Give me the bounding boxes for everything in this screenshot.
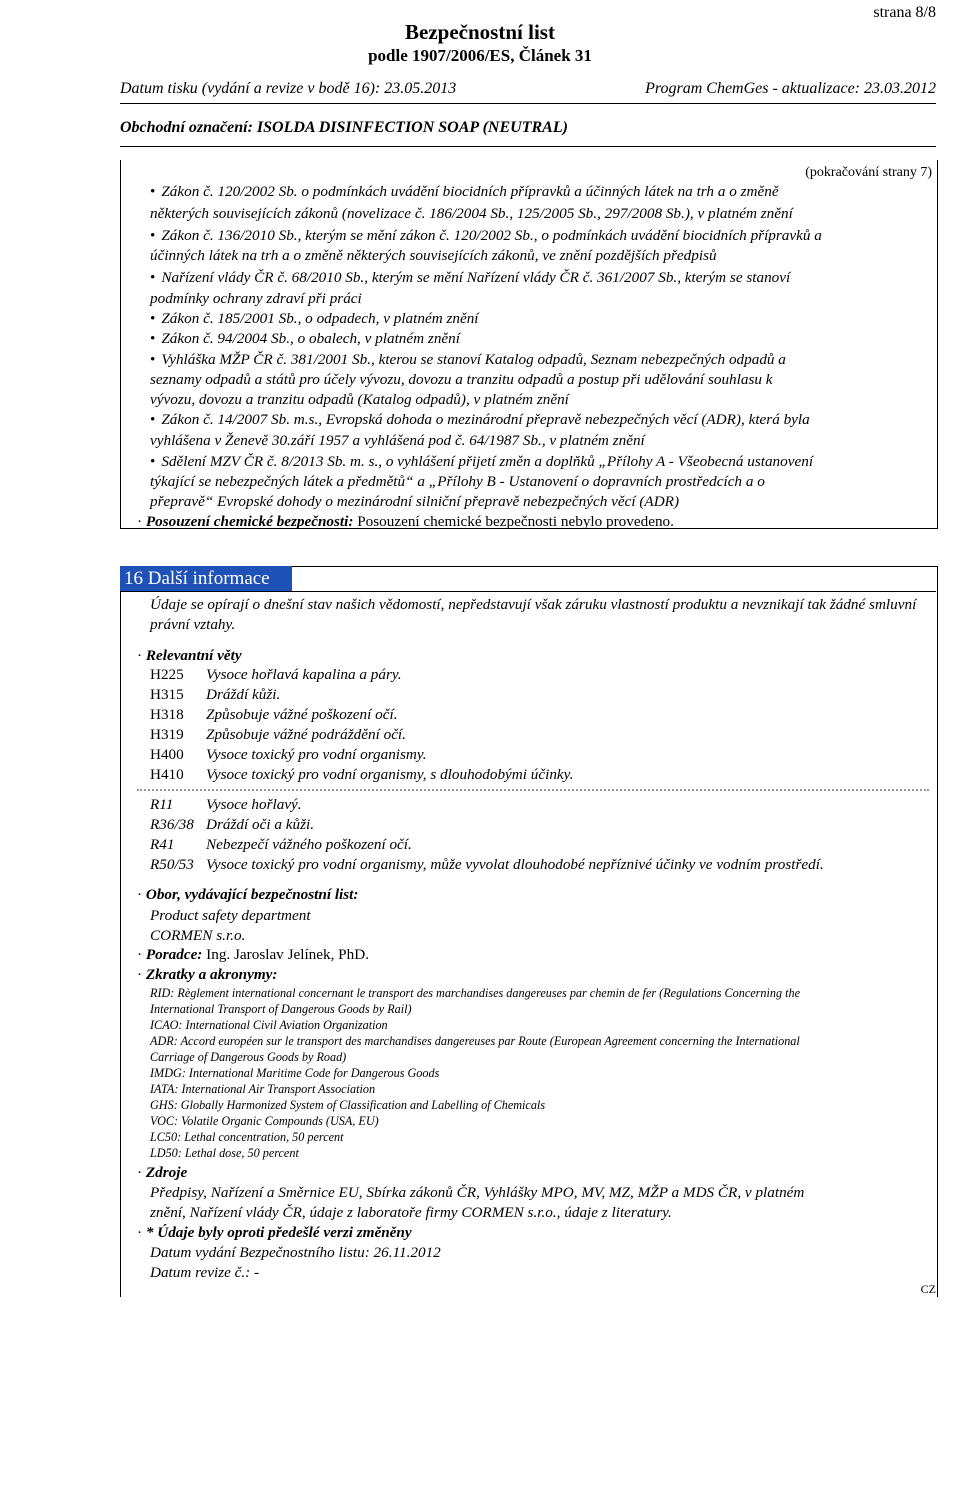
relevant-phrases-label: · Relevantní věty bbox=[137, 647, 242, 664]
r-phrase-text: Nebezpečí vážného poškození očí. bbox=[206, 836, 412, 853]
r-phrase-text: Vysoce toxický pro vodní organismy, může vyvolat dlouhodobé nepříznivé účinky ve vodním prostředí. bbox=[206, 856, 824, 873]
chemical-safety-assessment: · Posouzení chemické bezpečnosti: Posouzení chemické bezpečnosti nebylo provedeno. bbox=[137, 513, 674, 530]
advisor-label: Poradce: bbox=[145, 946, 203, 963]
h-phrase-text: Vysoce toxický pro vodní organismy, s dlouhodobými účinky. bbox=[206, 766, 574, 783]
assessment-label: Posouzení chemické bezpečnosti: bbox=[145, 513, 354, 530]
legislation-item: • Vyhláška MŽP ČR č. 381/2001 Sb., kterou se stanoví Katalog odpadů, Seznam nebezpečných odpadů a bbox=[150, 350, 786, 370]
h-phrase-row bbox=[150, 765, 573, 785]
abbrev-ghs: GHS: Globally Harmonized System of Classification and Labelling of Chemicals bbox=[150, 1098, 546, 1112]
issue-date: Datum vydání Bezpečnostního listu: 26.11.2012 bbox=[150, 1244, 441, 1261]
department-label: · Obor, vydávající bezpečnostní list: bbox=[137, 886, 359, 903]
abbrev-rid-cont: International Transport of Dangerous Goods by Rail) bbox=[150, 1002, 412, 1016]
h-phrase-text: Dráždí kůži. bbox=[206, 686, 281, 703]
legislation-item: • Zákon č. 136/2010 Sb., kterým se mění zákon č. 120/2002 Sb., o podmínkách uvádění biocidních přípravků a bbox=[150, 226, 822, 246]
r-phrase-code: R50/53 bbox=[150, 856, 194, 873]
company-name: CORMEN s.r.o. bbox=[150, 927, 246, 944]
r-phrase-text: Dráždí oči a kůži. bbox=[206, 816, 314, 833]
r-phrase-code: R41 bbox=[150, 836, 175, 853]
abbrev-voc: VOC: Volatile Organic Compounds (USA, EU) bbox=[150, 1114, 379, 1128]
document-title: Bezpečnostní list bbox=[405, 20, 555, 44]
print-date: Datum tisku (vydání a revize v bodě 16): 23.05.2013 bbox=[120, 80, 457, 97]
sources-text-cont: znění, Nařízení vlády ČR, údaje z laboratoře firmy CORMEN s.r.o., údaje z literatury. bbox=[150, 1204, 672, 1221]
h-phrase-text: Způsobuje vážné podráždění očí. bbox=[206, 726, 406, 743]
department-line: Product safety department bbox=[150, 907, 311, 924]
h-phrase-text: Vysoce toxický pro vodní organismy. bbox=[206, 746, 427, 763]
abbrev-adr: ADR: Accord européen sur le transport des marchandises dangereuses par Route (European Agreement concerning the International bbox=[150, 1034, 800, 1048]
h-phrase-code: H315 bbox=[150, 686, 184, 703]
abbrev-iata: IATA: International Air Transport Association bbox=[150, 1082, 376, 1096]
h-phrase-row bbox=[150, 745, 427, 765]
r-phrase-row bbox=[150, 815, 314, 835]
assessment-text: Posouzení chemické bezpečnosti nebylo provedeno. bbox=[353, 513, 674, 530]
legislation-item-cont: vývozu, dovozu a tranzitu odpadů (Katalog odpadů), v platném znění bbox=[150, 391, 569, 408]
document-subtitle: podle 1907/2006/ES, Článek 31 bbox=[368, 46, 592, 65]
legislation-item-cont: vyhlášena v Ženevě 30.září 1957 a vyhlášená pod č. 64/1987 Sb., v platném znění bbox=[150, 432, 645, 449]
legislation-item-cont: účinných látek na trh a o změně některých souvisejících zákonů, ve znění pozdějších předpisů bbox=[150, 247, 717, 264]
legislation-item-cont: přepravě“ Evropské dohody o mezinárodní silniční přepravě nebezpečných věcí (ADR) bbox=[150, 493, 680, 510]
section-16-intro: Údaje se opírají o dnešní stav našich vědomostí, nepředstavují však záruku vlastností produktu a nevznikají tak žádné smluvní právní vztahy. bbox=[150, 596, 917, 633]
h-phrase-text: Způsobuje vážné poškození očí. bbox=[206, 706, 398, 723]
abbrev-rid: RID: Règlement international concernant le transport des marchandises dangereuses par chemin de fer (Regulations Concerning the bbox=[150, 986, 800, 1000]
changed-note: · * Údaje byly oproti předešlé verzi změněny bbox=[137, 1224, 412, 1241]
header-divider bbox=[120, 103, 936, 104]
legislation-item: • Zákon č. 185/2001 Sb., o odpadech, v platném znění bbox=[150, 309, 479, 329]
legislation-item-cont: některých souvisejících zákonů (novelizace č. 186/2004 Sb., 125/2005 Sb., 297/2008 Sb.), v platném znění bbox=[150, 205, 793, 222]
r-phrase-code: R36/38 bbox=[150, 816, 194, 833]
legislation-item: • Nařízení vlády ČR č. 68/2010 Sb., kterým se mění Nařízení vlády ČR č. 361/2007 Sb., kterým se stanoví bbox=[150, 268, 790, 288]
abbrev-adr-cont: Carriage of Dangerous Goods by Road) bbox=[150, 1050, 347, 1064]
sources-label: · Zdroje bbox=[137, 1164, 188, 1181]
r-phrase-code: R11 bbox=[150, 796, 174, 813]
language-code: CZ bbox=[920, 1282, 936, 1296]
legislation-item-cont: podmínky ochrany zdraví při práci bbox=[150, 290, 362, 307]
abbrev-icao: ICAO: International Civil Aviation Organization bbox=[150, 1018, 388, 1032]
abbrev-ld50: LD50: Lethal dose, 50 percent bbox=[150, 1146, 299, 1160]
r-phrase-row bbox=[150, 835, 412, 855]
h-phrase-row bbox=[150, 725, 406, 745]
trade-name-divider bbox=[120, 146, 936, 147]
abbreviations-label: · Zkratky a akronymy: bbox=[137, 966, 278, 983]
h-phrase-code: H410 bbox=[150, 766, 184, 783]
program-version: Program ChemGes - aktualizace: 23.03.2012 bbox=[645, 80, 936, 97]
legislation-item-cont: seznamy odpadů a států pro účely vývozu, dovozu a tranzitu odpadů a postup při udělování souhlasu k bbox=[150, 371, 773, 388]
continuation-note: (pokračování strany 7) bbox=[805, 165, 932, 180]
legislation-item: • Zákon č. 120/2002 Sb. o podmínkách uvádění biocidních přípravků a účinných látek na trh a o změně bbox=[150, 182, 779, 202]
legislation-item: • Sdělení MZV ČR č. 8/2013 Sb. m. s., o vyhlášení přijetí změn a doplňků „Přílohy A - Všeobecná ustanovení bbox=[150, 452, 813, 472]
h-phrase-code: H400 bbox=[150, 746, 184, 763]
h-phrase-row bbox=[150, 705, 398, 725]
legislation-item: • Zákon č. 14/2007 Sb. m.s., Evropská dohoda o mezinárodní přepravě nebezpečných věcí (ADR), která byla bbox=[150, 410, 810, 430]
legislation-item: • Zákon č. 94/2004 Sb., o obalech, v platném znění bbox=[150, 329, 460, 349]
h-phrase-row bbox=[150, 685, 280, 705]
dotted-separator bbox=[137, 789, 929, 791]
section-16-title: 16 Další informace bbox=[124, 568, 270, 589]
sources-text: Předpisy, Nařízení a Směrnice EU, Sbírka zákonů ČR, Vyhlášky MPO, MV, MZ, MŽP a MDS ČR, v platném bbox=[150, 1184, 805, 1201]
page-number: strana 8/8 bbox=[873, 4, 936, 21]
abbrev-imdg: IMDG: International Maritime Code for Dangerous Goods bbox=[150, 1066, 440, 1080]
advisor-value: Ing. Jaroslav Jelínek, PhD. bbox=[202, 946, 369, 963]
h-phrase-code: H318 bbox=[150, 706, 184, 723]
trade-name: Obchodní označení: ISOLDA DISINFECTION SOAP (NEUTRAL) bbox=[120, 119, 568, 136]
legislation-item-cont: týkající se nebezpečných látek a předmětů“ a „Přílohy B - Ustanovení o dopravních prostředcích a o bbox=[150, 473, 765, 490]
h-phrase-text: Vysoce hořlavá kapalina a páry. bbox=[206, 666, 402, 683]
h-phrase-code: H319 bbox=[150, 726, 184, 743]
h-phrase-row bbox=[150, 665, 402, 685]
abbrev-lc50: LC50: Lethal concentration, 50 percent bbox=[150, 1130, 344, 1144]
revision-number: Datum revize č.: - bbox=[150, 1264, 260, 1281]
h-phrase-code: H225 bbox=[150, 666, 184, 683]
r-phrase-text: Vysoce hořlavý. bbox=[206, 796, 302, 813]
r-phrase-row bbox=[150, 795, 302, 815]
advisor: · Poradce: Ing. Jaroslav Jelínek, PhD. bbox=[137, 946, 369, 963]
r-phrase-row bbox=[150, 855, 824, 875]
